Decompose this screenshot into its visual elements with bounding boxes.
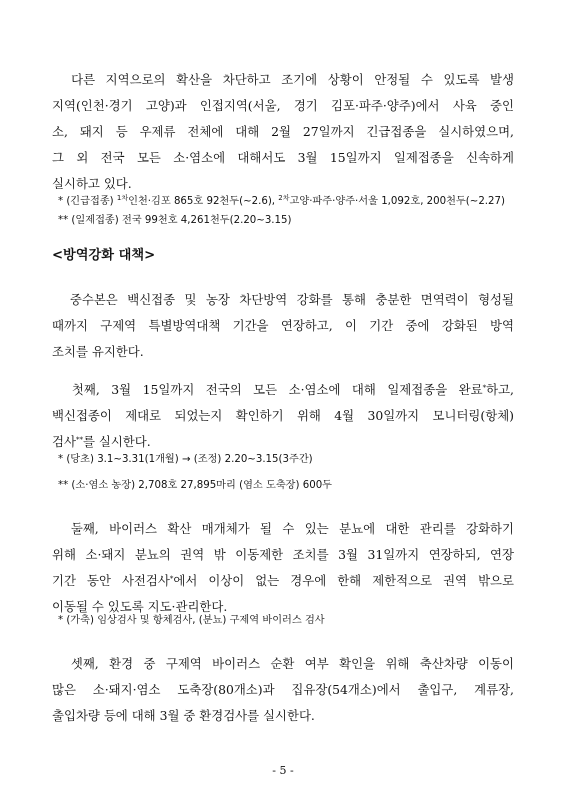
text-line: 많은 소·돼지·염소 도축장(80개소)과 집유장(54개소)에서 출입구, 계류장,: [52, 682, 514, 697]
footnote-schedule: * (당초) 3.1~3.31(1개월) → (조정) 2.20~3.15(3주간): [58, 454, 313, 465]
text-line: 둘째, 바이러스 확산 매개체가 될 수 있는 분뇨에 대한 관리를 강화하기: [52, 521, 514, 536]
text-line: 조치를 유지한다.: [52, 344, 144, 359]
section-heading: <방역강화 대책>: [52, 248, 156, 263]
text-line: 중수본은 백신접종 및 농장 차단방역 강화를 통해 충분한 면역력이 형성될: [52, 292, 514, 307]
text-line: 백신접종이 제대로 되었는지 확인하기 위해 4월 30일까지 모니터링(항체): [52, 408, 514, 423]
footnote-pre-inspection: * (가축) 임상검사 및 항체검사, (분뇨) 구제역 바이러스 검사: [58, 615, 325, 626]
text-line: 출입차량 등에 대해 3월 중 환경검사를 실시한다.: [52, 708, 315, 723]
text-line: 다른 지역으로의 확산을 차단하고 조기에 상황이 안정될 수 있도록 발생: [52, 72, 514, 87]
text-line: 기간 동안 사전검사*에서 이상이 없는 경우에 한해 제한적으로 권역 밖으로: [52, 573, 514, 588]
paragraph-third-measure: [52, 651, 514, 729]
footnote-monitoring-targets: ** (소·염소 농장) 2,708호 27,895마리 (염소 도축장) 600두: [58, 480, 333, 491]
text-line: 이동될 수 있도록 지도·관리한다.: [52, 599, 228, 614]
text-line: 실시하고 있다.: [52, 176, 132, 191]
text-line: 검사**를 실시한다.: [52, 434, 151, 449]
footnote-emergency-vaccination: * (긴급접종) $^{1차}$인천·김포 865호 92천두(~2.6), $^{2차}$고양·파주·양주·서울 1,092호, 200천두(~2.27): [58, 194, 505, 207]
text-line: 지역(인천·경기 고양)과 인접지역(서울, 경기 김포·파주·양주)에서 사육 중인: [52, 98, 514, 113]
paragraph-first-measure: [52, 377, 514, 455]
page-number: - 5 -: [272, 764, 294, 777]
text-line: 소, 돼지 등 우제류 전체에 대해 2월 27일까지 긴급접종을 실시하였으며,: [52, 124, 514, 139]
paragraph-outbreak-vaccination: [52, 67, 514, 197]
paragraph-special-measures: [52, 287, 514, 365]
footnote-mass-vaccination: ** (일제접종) 전국 99천호 4,261천두(2.20~3.15): [58, 215, 292, 226]
paragraph-second-measure: [52, 516, 514, 620]
text-line: 그 외 전국 모든 소·염소에 대해서도 3월 15일까지 일제접종을 신속하게: [52, 150, 514, 165]
text-line: 위해 소·돼지 분뇨의 권역 밖 이동제한 조치를 3월 31일까지 연장하되, 연장: [52, 547, 514, 562]
text-line: 때까지 구제역 특별방역대책 기간을 연장하고, 이 기간 중에 강화된 방역: [52, 318, 514, 333]
text-line: 첫째, 3월 15일까지 전국의 모든 소·염소에 대해 일제접종을 완료*하고,: [52, 382, 514, 397]
text-line: 셋째, 환경 중 구제역 바이러스 순환 여부 확인을 위해 축산차량 이동이: [52, 656, 514, 671]
